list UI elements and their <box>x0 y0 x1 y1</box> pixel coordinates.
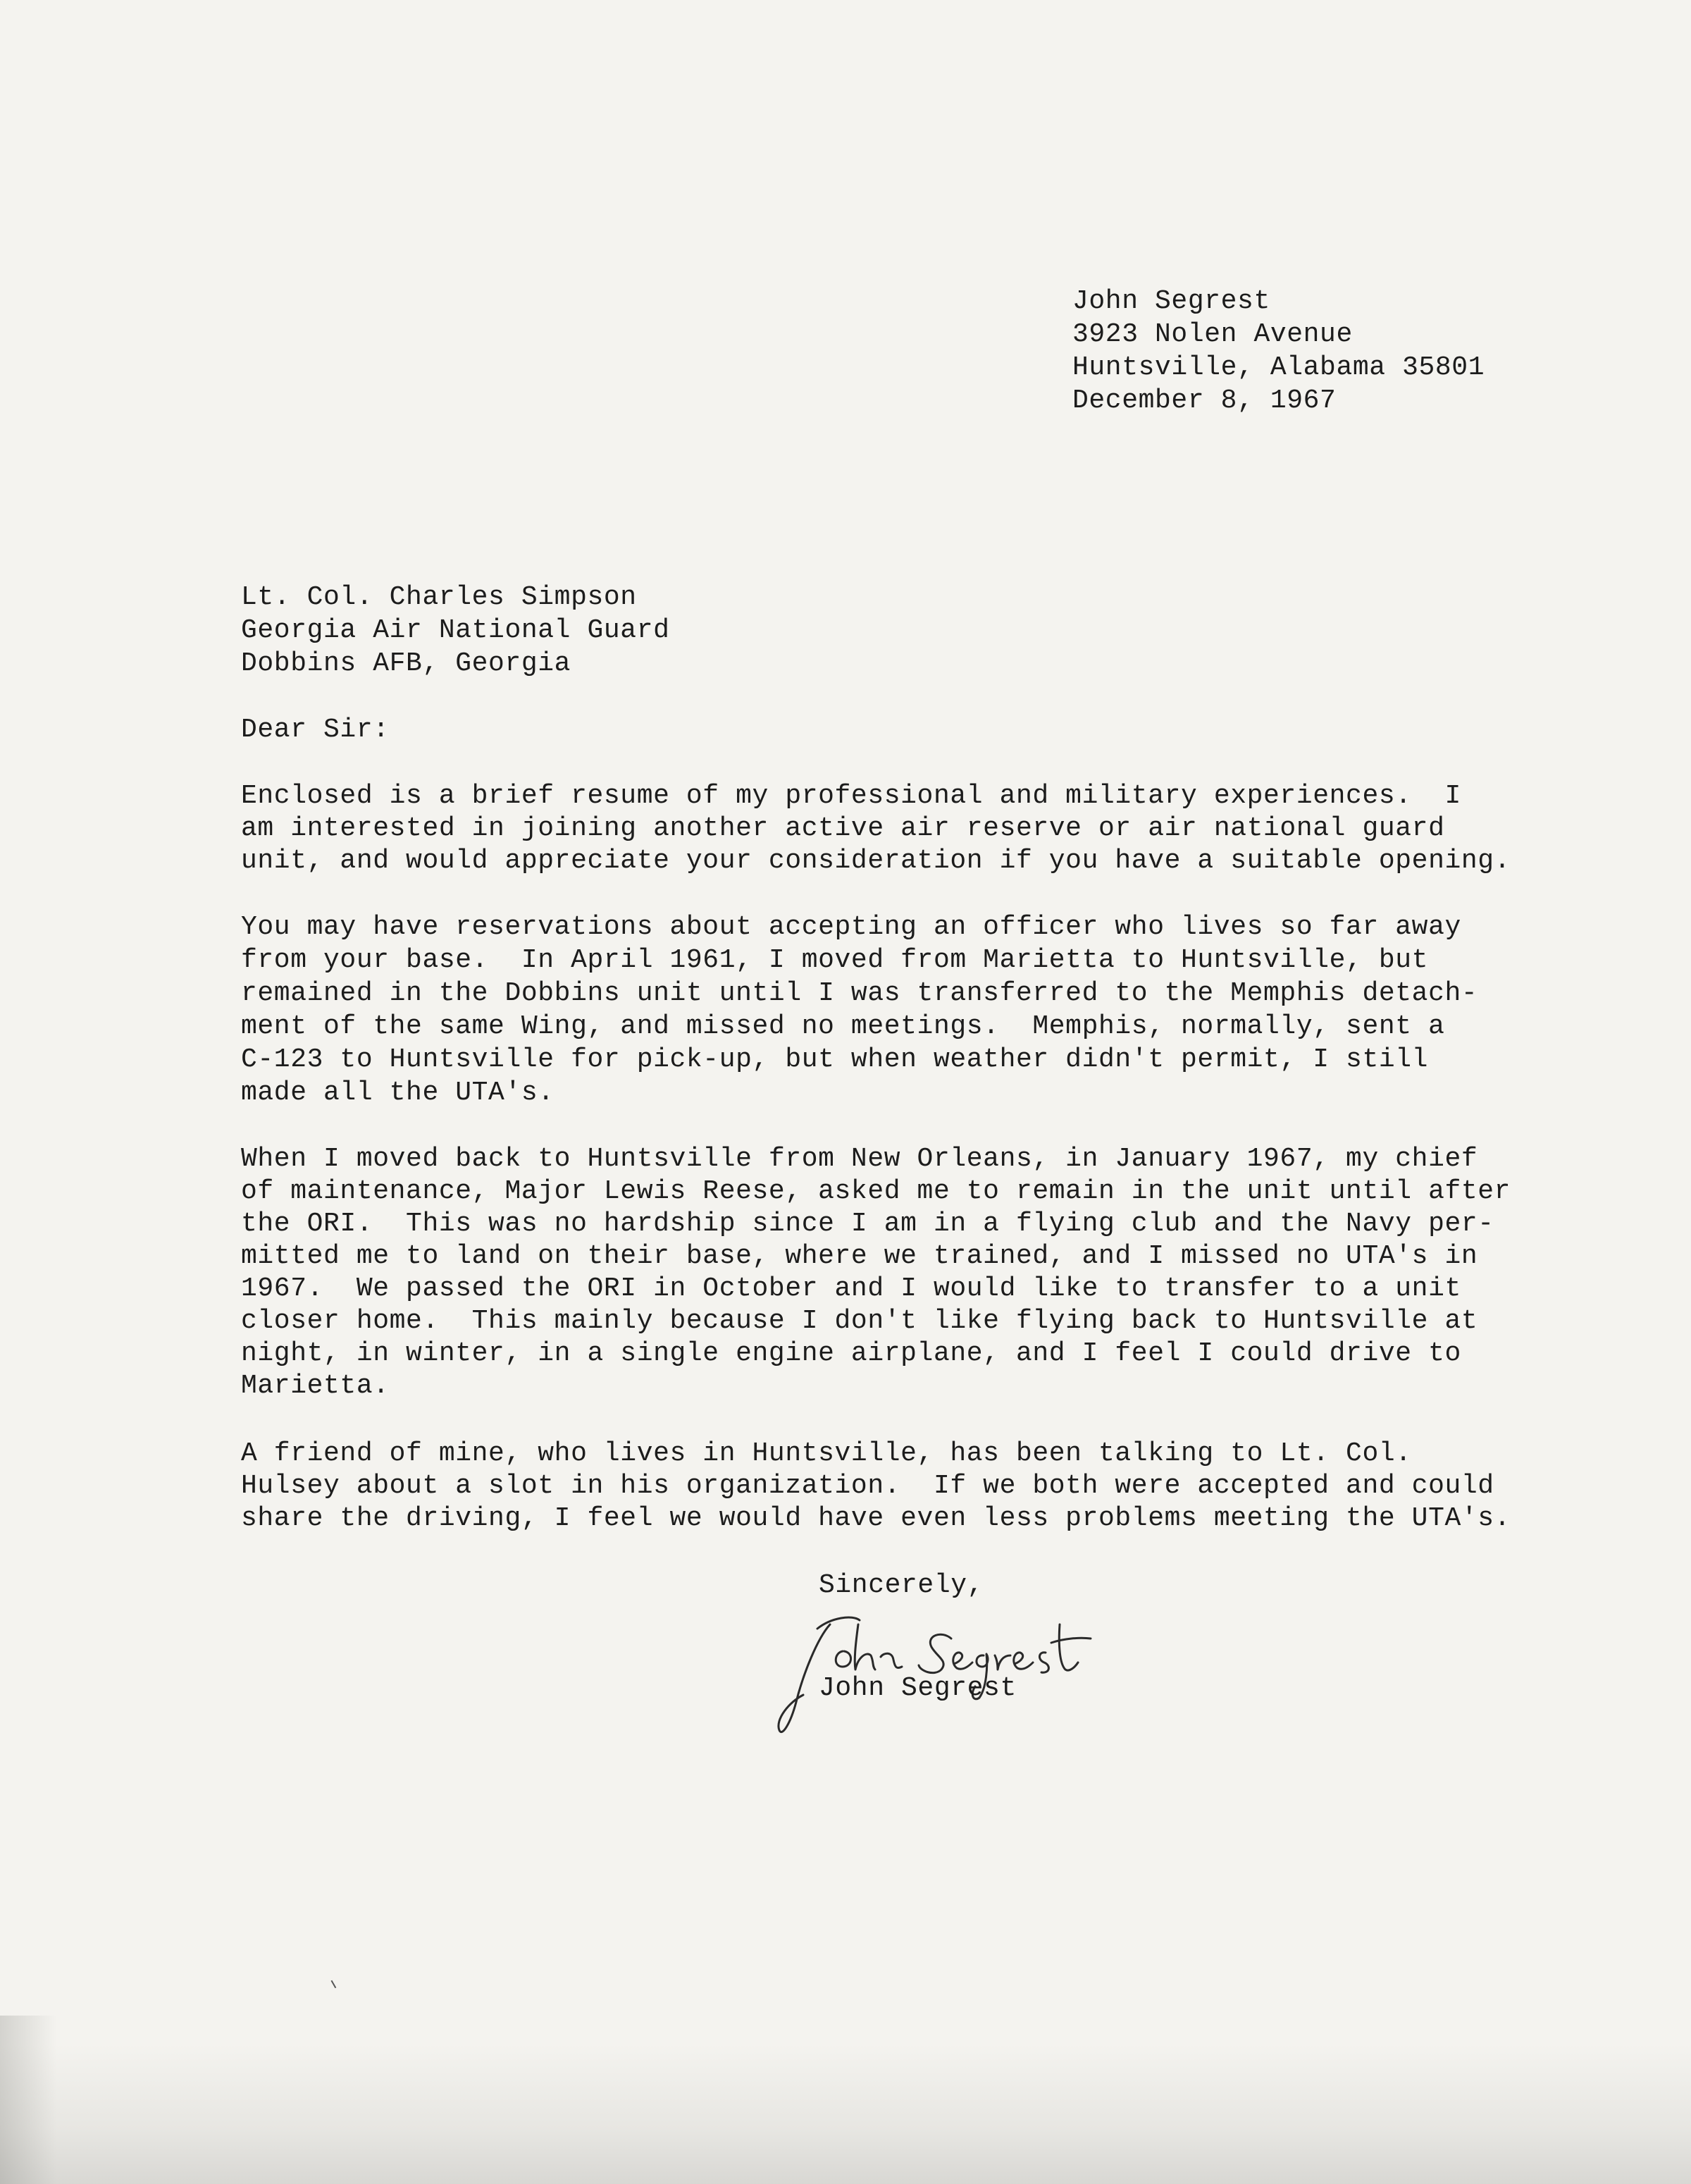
typed-signature-name: John Segrest <box>819 1673 1017 1703</box>
stray-ink-mark <box>331 1978 340 1988</box>
sender-street: 3923 Nolen Avenue <box>1072 319 1353 350</box>
paragraph-3-line: closer home. This mainly because I don't like flying back to Huntsville at <box>241 1306 1478 1336</box>
paragraph-2-line: from your base. In April 1961, I moved from Marietta to Huntsville, but <box>241 945 1429 975</box>
paragraph-4-line: share the driving, I feel we would have even less problems meeting the UTA's. <box>241 1503 1511 1534</box>
letter-date: December 8, 1967 <box>1072 385 1337 416</box>
paragraph-1-line: Enclosed is a brief resume of my professional and military experiences. I <box>241 781 1461 811</box>
recipient-name: Lt. Col. Charles Simpson <box>241 582 637 612</box>
sender-city-state-zip: Huntsville, Alabama 35801 <box>1072 352 1485 383</box>
salutation: Dear Sir: <box>241 715 390 745</box>
paragraph-3-line: 1967. We passed the ORI in October and I would like to transfer to a unit <box>241 1273 1461 1304</box>
paragraph-2-line: made all the UTA's. <box>241 1078 555 1108</box>
paragraph-4-line: A friend of mine, who lives in Huntsville, has been talking to Lt. Col. <box>241 1438 1412 1469</box>
paragraph-2-line: C-123 to Huntsville for pick-up, but when weather didn't permit, I still <box>241 1044 1429 1075</box>
paragraph-3-line: night, in winter, in a single engine airplane, and I feel I could drive to <box>241 1338 1461 1369</box>
paragraph-2-line: ment of the same Wing, and missed no meetings. Memphis, normally, sent a <box>241 1011 1445 1042</box>
paragraph-4-line: Hulsey about a slot in his organization. If we both were accepted and could <box>241 1471 1494 1501</box>
paragraph-1-line: unit, and would appreciate your consideration if you have a suitable opening. <box>241 846 1511 876</box>
paragraph-3-line: of maintenance, Major Lewis Reese, asked me to remain in the unit until after <box>241 1176 1511 1207</box>
recipient-organization: Georgia Air National Guard <box>241 615 670 646</box>
paragraph-3-line: mitted me to land on their base, where we trained, and I missed no UTA's in <box>241 1241 1478 1271</box>
valediction: Sincerely, <box>819 1570 984 1600</box>
recipient-location: Dobbins AFB, Georgia <box>241 648 571 679</box>
paragraph-3-line: the ORI. This was no hardship since I am in a flying club and the Navy per- <box>241 1209 1494 1239</box>
handwritten-signature <box>775 1596 1141 1744</box>
paper-bottom-shadow <box>0 2044 1691 2184</box>
paragraph-2-line: remained in the Dobbins unit until I was transferred to the Memphis detach- <box>241 978 1478 1008</box>
paper-corner-shadow <box>0 2016 56 2184</box>
paragraph-1-line: am interested in joining another active air reserve or air national guard <box>241 813 1445 844</box>
paragraph-3-line: When I moved back to Huntsville from New Orleans, in January 1967, my chief <box>241 1144 1478 1174</box>
paragraph-2-line: You may have reservations about accepting an officer who lives so far away <box>241 912 1461 942</box>
paragraph-3-line: Marietta. <box>241 1371 390 1401</box>
sender-name: John Segrest <box>1072 286 1270 316</box>
